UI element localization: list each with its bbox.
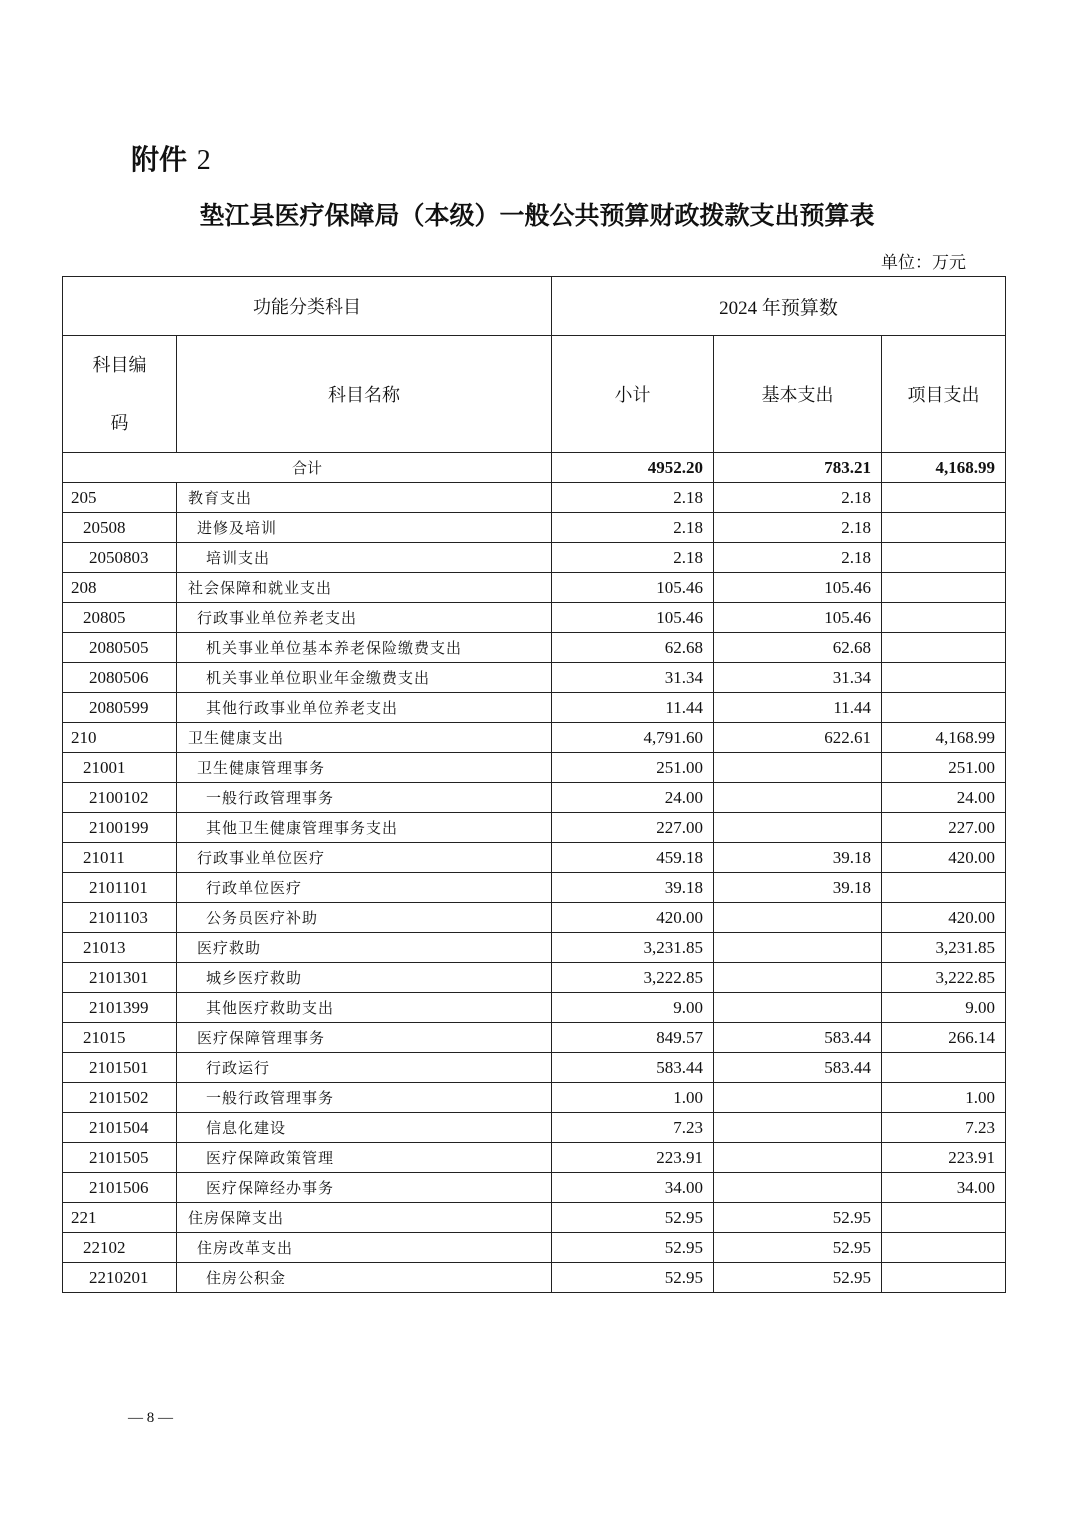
row-name: 医疗保障管理事务 <box>177 1023 552 1053</box>
row-subtotal: 583.44 <box>552 1053 714 1083</box>
row-subtotal: 39.18 <box>552 873 714 903</box>
row-code: 21001 <box>63 753 177 783</box>
row-subtotal: 223.91 <box>552 1143 714 1173</box>
row-name: 住房改革支出 <box>177 1233 552 1263</box>
row-project: 9.00 <box>882 993 1006 1023</box>
row-project <box>882 1233 1006 1263</box>
row-basic: 11.44 <box>714 693 882 723</box>
row-code: 2101103 <box>63 903 177 933</box>
attachment-number: 2 <box>196 145 211 176</box>
row-subtotal: 1.00 <box>552 1083 714 1113</box>
row-subtotal: 459.18 <box>552 843 714 873</box>
row-project: 34.00 <box>882 1173 1006 1203</box>
table-row <box>63 1083 1006 1113</box>
row-name: 机关事业单位职业年金缴费支出 <box>177 663 552 693</box>
row-basic <box>714 813 882 843</box>
row-name: 行政事业单位养老支出 <box>177 603 552 633</box>
table-row <box>63 783 1006 813</box>
row-basic: 2.18 <box>714 513 882 543</box>
row-basic <box>714 1173 882 1203</box>
col-header-subtotal: 小计 <box>552 336 714 453</box>
total-row <box>63 453 1006 483</box>
row-basic <box>714 993 882 1023</box>
row-code: 2101506 <box>63 1173 177 1203</box>
row-basic: 31.34 <box>714 663 882 693</box>
row-project <box>882 633 1006 663</box>
attachment-label <box>131 138 211 178</box>
row-basic <box>714 963 882 993</box>
row-code: 21011 <box>63 843 177 873</box>
row-name: 其他卫生健康管理事务支出 <box>177 813 552 843</box>
col-header-code <box>63 336 177 453</box>
row-subtotal: 2.18 <box>552 483 714 513</box>
row-project: 266.14 <box>882 1023 1006 1053</box>
row-code: 2100102 <box>63 783 177 813</box>
row-subtotal: 11.44 <box>552 693 714 723</box>
row-project: 3,231.85 <box>882 933 1006 963</box>
row-project: 3,222.85 <box>882 963 1006 993</box>
row-project <box>882 483 1006 513</box>
row-basic: 2.18 <box>714 543 882 573</box>
table-row <box>63 723 1006 753</box>
row-subtotal: 2.18 <box>552 513 714 543</box>
col-header-project: 项目支出 <box>882 336 1006 453</box>
row-project: 251.00 <box>882 753 1006 783</box>
row-code: 2101101 <box>63 873 177 903</box>
table-row <box>63 1053 1006 1083</box>
row-subtotal: 31.34 <box>552 663 714 693</box>
table-row <box>63 873 1006 903</box>
row-code: 2080506 <box>63 663 177 693</box>
row-name: 住房保障支出 <box>177 1203 552 1233</box>
attachment-label-text: 附件 <box>131 143 188 176</box>
row-subtotal: 52.95 <box>552 1263 714 1293</box>
table-row <box>63 693 1006 723</box>
table-row <box>63 1113 1006 1143</box>
row-code: 21015 <box>63 1023 177 1053</box>
row-name: 医疗保障政策管理 <box>177 1143 552 1173</box>
table-row <box>63 483 1006 513</box>
row-subtotal: 105.46 <box>552 573 714 603</box>
row-code: 20805 <box>63 603 177 633</box>
row-code: 2080599 <box>63 693 177 723</box>
row-basic <box>714 753 882 783</box>
row-code: 2080505 <box>63 633 177 663</box>
table-row <box>63 753 1006 783</box>
header-row-group <box>63 277 1006 336</box>
row-project: 1.00 <box>882 1083 1006 1113</box>
row-name: 信息化建设 <box>177 1113 552 1143</box>
col-group-budget-year: 2024 年预算数 <box>552 277 1006 336</box>
row-subtotal: 52.95 <box>552 1233 714 1263</box>
row-basic: 2.18 <box>714 483 882 513</box>
total-project: 4,168.99 <box>882 453 1006 483</box>
row-project: 420.00 <box>882 903 1006 933</box>
row-subtotal: 2.18 <box>552 543 714 573</box>
row-subtotal: 62.68 <box>552 633 714 663</box>
table-row <box>63 903 1006 933</box>
row-basic <box>714 1083 882 1113</box>
table-row <box>63 1233 1006 1263</box>
row-project <box>882 603 1006 633</box>
row-code: 2101301 <box>63 963 177 993</box>
row-subtotal: 227.00 <box>552 813 714 843</box>
row-name: 卫生健康支出 <box>177 723 552 753</box>
row-code: 2100199 <box>63 813 177 843</box>
row-subtotal: 105.46 <box>552 603 714 633</box>
row-subtotal: 3,231.85 <box>552 933 714 963</box>
row-name: 进修及培训 <box>177 513 552 543</box>
row-project: 223.91 <box>882 1143 1006 1173</box>
row-basic <box>714 933 882 963</box>
row-code: 2101502 <box>63 1083 177 1113</box>
row-name: 城乡医疗救助 <box>177 963 552 993</box>
unit-label: 单位：万元 <box>881 253 966 273</box>
page-title: 垫江县医疗保障局（本级）一般公共预算财政拨款支出预算表 <box>199 201 875 230</box>
row-project: 420.00 <box>882 843 1006 873</box>
total-basic: 783.21 <box>714 453 882 483</box>
row-basic: 105.46 <box>714 603 882 633</box>
row-project <box>882 1263 1006 1293</box>
row-code: 2101399 <box>63 993 177 1023</box>
row-basic <box>714 1113 882 1143</box>
row-name: 社会保障和就业支出 <box>177 573 552 603</box>
table-row <box>63 1143 1006 1173</box>
row-name: 机关事业单位基本养老保险缴费支出 <box>177 633 552 663</box>
row-project: 227.00 <box>882 813 1006 843</box>
page-number: — 8 — <box>128 1410 173 1426</box>
table-row <box>63 993 1006 1023</box>
row-project <box>882 543 1006 573</box>
row-name: 行政运行 <box>177 1053 552 1083</box>
row-project <box>882 873 1006 903</box>
row-project: 4,168.99 <box>882 723 1006 753</box>
table-row <box>63 543 1006 573</box>
row-name: 一般行政管理事务 <box>177 783 552 813</box>
row-code: 2210201 <box>63 1263 177 1293</box>
table-row <box>63 513 1006 543</box>
row-name: 行政事业单位医疗 <box>177 843 552 873</box>
row-code: 2050803 <box>63 543 177 573</box>
row-name: 医疗救助 <box>177 933 552 963</box>
col-header-code-line1: 科目编 <box>92 354 147 376</box>
row-code: 2101501 <box>63 1053 177 1083</box>
table-row <box>63 1023 1006 1053</box>
row-basic: 39.18 <box>714 843 882 873</box>
col-header-name: 科目名称 <box>177 336 552 453</box>
row-code: 20508 <box>63 513 177 543</box>
table-row <box>63 1263 1006 1293</box>
row-code: 205 <box>63 483 177 513</box>
row-name: 公务员医疗补助 <box>177 903 552 933</box>
row-basic: 39.18 <box>714 873 882 903</box>
row-name: 卫生健康管理事务 <box>177 753 552 783</box>
row-subtotal: 3,222.85 <box>552 963 714 993</box>
col-group-function-class: 功能分类科目 <box>63 277 552 336</box>
row-basic: 52.95 <box>714 1203 882 1233</box>
row-project <box>882 1203 1006 1233</box>
table-row <box>63 663 1006 693</box>
row-subtotal: 4,791.60 <box>552 723 714 753</box>
row-subtotal: 9.00 <box>552 993 714 1023</box>
row-subtotal: 24.00 <box>552 783 714 813</box>
row-subtotal: 7.23 <box>552 1113 714 1143</box>
row-name: 教育支出 <box>177 483 552 513</box>
row-name: 培训支出 <box>177 543 552 573</box>
row-code: 2101505 <box>63 1143 177 1173</box>
row-subtotal: 420.00 <box>552 903 714 933</box>
row-subtotal: 251.00 <box>552 753 714 783</box>
row-basic: 583.44 <box>714 1053 882 1083</box>
row-code: 210 <box>63 723 177 753</box>
header-row-columns <box>63 336 1006 453</box>
total-label: 合计 <box>63 453 552 483</box>
total-subtotal: 4952.20 <box>552 453 714 483</box>
row-project <box>882 663 1006 693</box>
row-name: 住房公积金 <box>177 1263 552 1293</box>
row-basic: 62.68 <box>714 633 882 663</box>
row-project <box>882 693 1006 723</box>
row-basic <box>714 903 882 933</box>
table-row <box>63 573 1006 603</box>
row-name: 其他医疗救助支出 <box>177 993 552 1023</box>
row-project: 7.23 <box>882 1113 1006 1143</box>
row-name: 其他行政事业单位养老支出 <box>177 693 552 723</box>
col-header-code-line2: 码 <box>110 412 129 434</box>
row-project <box>882 573 1006 603</box>
row-code: 21013 <box>63 933 177 963</box>
table-row <box>63 843 1006 873</box>
table-row <box>63 963 1006 993</box>
table-row <box>63 633 1006 663</box>
row-project <box>882 1053 1006 1083</box>
table-row <box>63 603 1006 633</box>
row-basic: 52.95 <box>714 1233 882 1263</box>
row-subtotal: 34.00 <box>552 1173 714 1203</box>
col-header-basic: 基本支出 <box>714 336 882 453</box>
row-basic <box>714 783 882 813</box>
row-code: 208 <box>63 573 177 603</box>
table-row <box>63 933 1006 963</box>
table-row <box>63 1203 1006 1233</box>
row-basic: 583.44 <box>714 1023 882 1053</box>
row-project: 24.00 <box>882 783 1006 813</box>
table-row <box>63 1173 1006 1203</box>
row-project <box>882 513 1006 543</box>
table-row <box>63 813 1006 843</box>
row-code: 221 <box>63 1203 177 1233</box>
budget-table <box>62 276 1006 1293</box>
row-basic: 52.95 <box>714 1263 882 1293</box>
row-code: 2101504 <box>63 1113 177 1143</box>
row-name: 一般行政管理事务 <box>177 1083 552 1113</box>
row-name: 医疗保障经办事务 <box>177 1173 552 1203</box>
row-basic: 105.46 <box>714 573 882 603</box>
row-subtotal: 52.95 <box>552 1203 714 1233</box>
row-basic: 622.61 <box>714 723 882 753</box>
row-subtotal: 849.57 <box>552 1023 714 1053</box>
row-name: 行政单位医疗 <box>177 873 552 903</box>
row-basic <box>714 1143 882 1173</box>
row-code: 22102 <box>63 1233 177 1263</box>
